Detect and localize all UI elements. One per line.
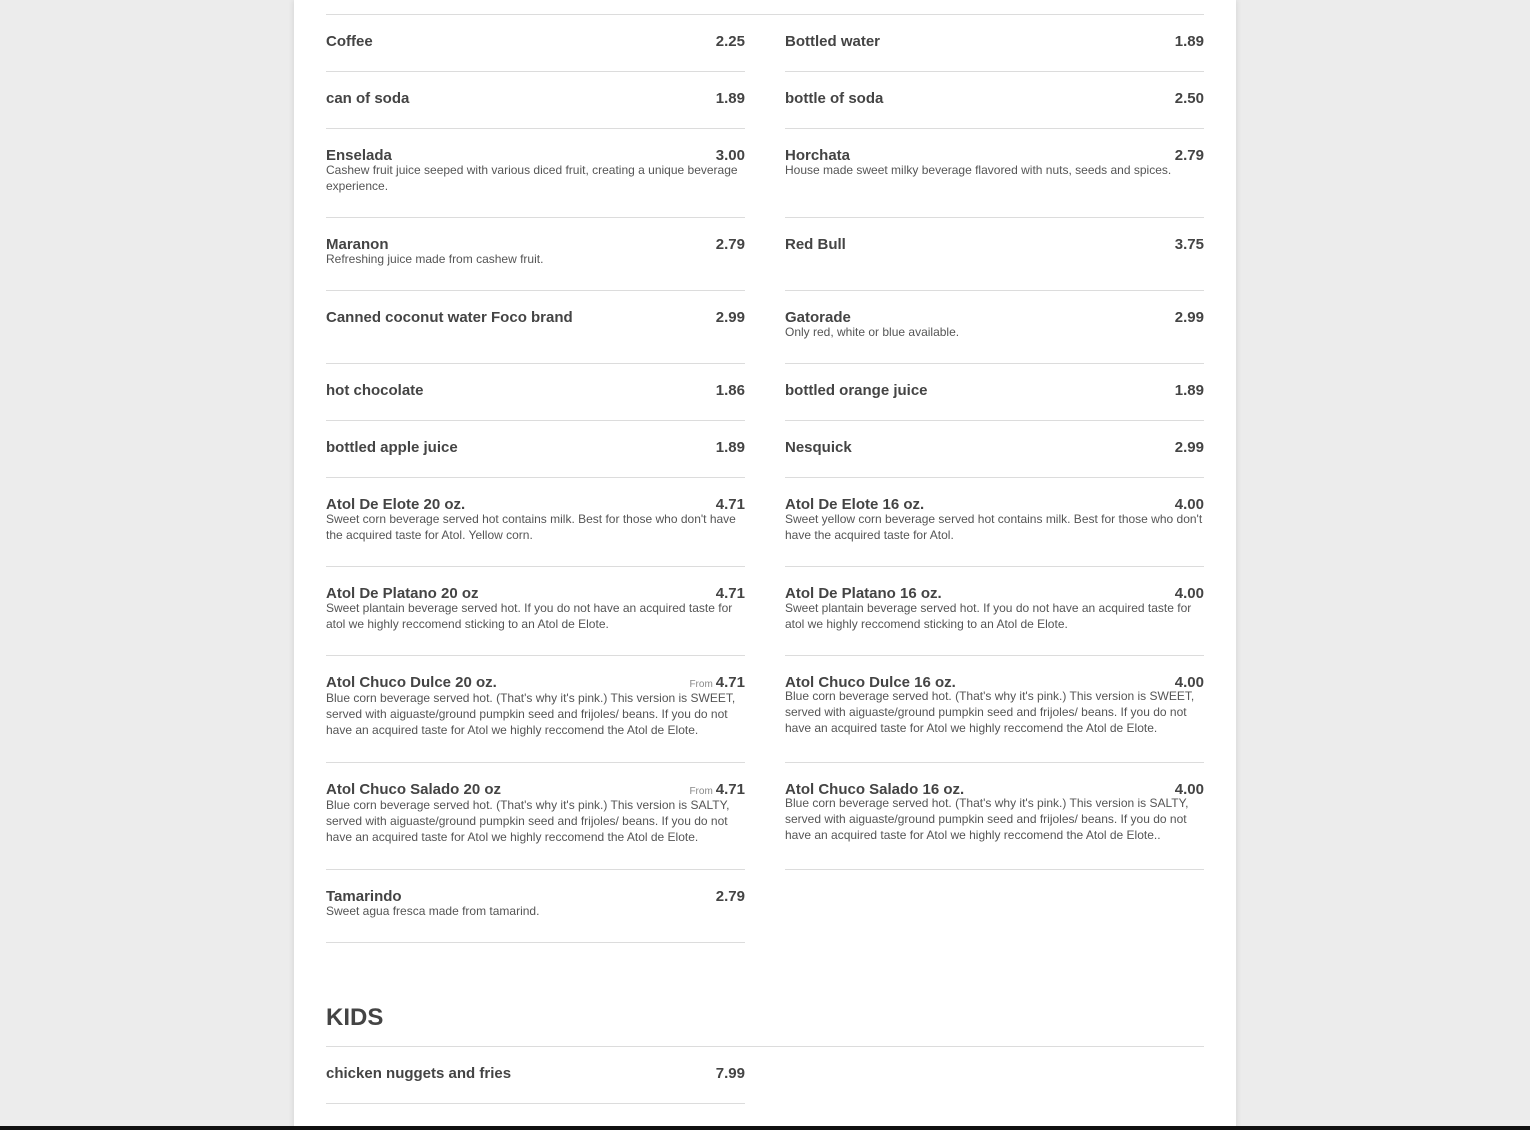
menu-item-description: Sweet agua fresca made from tamarind. <box>326 904 540 918</box>
menu-item[interactable] <box>326 567 745 656</box>
menu-item-description: Sweet corn beverage served hot contains milk. Best for those who don't have the acquired taste for Atol. Yellow corn. <box>326 512 736 542</box>
menu-item[interactable] <box>785 291 1204 364</box>
menu-item[interactable] <box>326 421 745 478</box>
bottom-bar <box>0 1126 1530 1130</box>
menu-item-price <box>716 90 745 108</box>
menu-item-description: Blue corn beverage served hot. (That's why it's pink.) This version is SALTY, served with aiguaste/ground pumpkin seed and frijoles/ beans. If you do not have an acquired taste for Atol we highly reccomend the Atol de Elote. <box>326 798 730 844</box>
menu-item-header <box>326 382 745 400</box>
menu-item-header <box>326 439 745 457</box>
price-value: 1.89 <box>1174 382 1204 399</box>
price-value: 1.86 <box>715 382 745 399</box>
menu-item-description: Blue corn beverage served hot. (That's why it's pink.) This version is SALTY, served with aiguaste/ground pumpkin seed and frijoles/ beans. If you do not have an acquired taste for Atol we highly reccomend the Atol de Elote.. <box>785 796 1189 842</box>
price-value: 3.00 <box>715 147 745 164</box>
menu-item-description: Refreshing juice made from cashew fruit. <box>326 252 544 266</box>
menu-item-description: Sweet yellow corn beverage served hot contains milk. Best for those who don't have the acquired taste for Atol. <box>785 512 1203 542</box>
menu-item-description: Blue corn beverage served hot. (That's why it's pink.) This version is SWEET, served with aiguaste/ground pumpkin seed and frijoles/ beans. If you do not have an acquired taste for Atol we highly reccomend the Atol de Elote. <box>326 691 736 737</box>
menu-item[interactable] <box>785 478 1204 567</box>
menu-item[interactable] <box>785 656 1204 763</box>
menu-item-name: Tamarindo <box>326 888 402 905</box>
price-from-label: From <box>689 786 713 797</box>
menu-item-price <box>1175 90 1204 108</box>
kids-column <box>326 1047 745 1104</box>
menu-item-name: Atol Chuco Salado 16 oz. <box>785 781 965 798</box>
menu-item-name: chicken nuggets and fries <box>326 1065 512 1082</box>
price-value: 2.99 <box>1174 309 1204 326</box>
menu-item-price <box>716 439 745 457</box>
menu-item-name: Bottled water <box>785 33 881 50</box>
menu-item-header <box>785 382 1204 400</box>
menu-item-name: bottled orange juice <box>785 382 928 399</box>
price-value: 4.71 <box>715 781 745 798</box>
menu-item-name: Maranon <box>326 236 389 253</box>
menu-item-name: Canned coconut water Foco brand <box>326 309 573 326</box>
price-value: 3.75 <box>1174 236 1204 253</box>
menu-item-name: Atol Chuco Salado 20 oz <box>326 781 502 798</box>
price-value: 1.89 <box>715 90 745 107</box>
menu-panel <box>294 0 1236 1130</box>
price-value: 1.89 <box>1174 33 1204 50</box>
menu-item-name: hot chocolate <box>326 382 424 399</box>
menu-item-name: Nesquick <box>785 439 852 456</box>
price-value: 4.00 <box>1174 674 1204 691</box>
menu-item-header <box>326 33 745 51</box>
menu-item-name: Atol De Elote 20 oz. <box>326 496 466 513</box>
section-title-kids: KIDS <box>326 1004 384 1031</box>
menu-item-name: Atol De Platano 20 oz <box>326 585 479 602</box>
price-value: 2.99 <box>715 309 745 326</box>
menu-item-header <box>785 236 1204 254</box>
menu-item[interactable] <box>326 870 745 943</box>
menu-item[interactable] <box>785 218 1204 291</box>
menu-item-description: Only red, white or blue available. <box>785 325 960 339</box>
menu-item-description: Sweet plantain beverage served hot. If you do not have an acquired taste for atol we highly reccomend sticking to an Atol de Elote. <box>326 601 733 631</box>
price-value: 7.99 <box>715 1065 745 1082</box>
price-value: 1.89 <box>715 439 745 456</box>
price-value: 4.71 <box>715 585 745 602</box>
price-value: 2.25 <box>715 33 745 50</box>
price-value: 2.79 <box>715 236 745 253</box>
menu-item[interactable] <box>326 218 745 291</box>
menu-item-name: Gatorade <box>785 309 851 326</box>
menu-item-name: Enselada <box>326 147 392 164</box>
menu-item[interactable] <box>326 763 745 870</box>
menu-item-price <box>1175 382 1204 400</box>
menu-item-description: House made sweet milky beverage flavored with nuts, seeds and spices. <box>785 163 1172 177</box>
menu-item-name: Atol Chuco Dulce 20 oz. <box>326 674 497 691</box>
menu-item-description: Cashew fruit juice seeped with various diced fruit, creating a unique beverage experience. <box>326 163 738 193</box>
menu-item[interactable] <box>326 1047 745 1104</box>
menu-item-description: Sweet plantain beverage served hot. If you do not have an acquired taste for atol we highly reccomend sticking to an Atol de Elote. <box>785 601 1192 631</box>
menu-item[interactable] <box>326 129 745 218</box>
menu-item-name: Atol Chuco Dulce 16 oz. <box>785 674 956 691</box>
price-value: 4.00 <box>1174 781 1204 798</box>
menu-item-price <box>716 1065 745 1083</box>
menu-item[interactable] <box>326 15 745 72</box>
menu-item-price <box>716 33 745 51</box>
menu-item-name: can of soda <box>326 90 410 107</box>
menu-item-header <box>326 1065 745 1083</box>
menu-item-header <box>326 309 745 327</box>
menu-item-header <box>785 90 1204 108</box>
price-value: 4.71 <box>715 674 745 691</box>
menu-item[interactable] <box>785 567 1204 656</box>
menu-item[interactable] <box>785 763 1204 870</box>
menu-item[interactable] <box>326 656 745 763</box>
menu-item[interactable] <box>785 72 1204 129</box>
menu-item-name: bottled apple juice <box>326 439 458 456</box>
menu-item[interactable] <box>326 478 745 567</box>
menu-item-header <box>785 33 1204 51</box>
drinks-column-right <box>785 15 1204 870</box>
price-value: 4.00 <box>1174 496 1204 513</box>
menu-item-price <box>1175 236 1204 254</box>
menu-item-price <box>1175 439 1204 457</box>
menu-item-name: Atol De Platano 16 oz. <box>785 585 942 602</box>
menu-item-name: Atol De Elote 16 oz. <box>785 496 925 513</box>
price-value: 2.50 <box>1174 90 1204 107</box>
price-value: 4.00 <box>1174 585 1204 602</box>
drinks-column-left <box>326 15 745 943</box>
menu-item-name: Coffee <box>326 33 373 50</box>
menu-item[interactable] <box>326 364 745 421</box>
menu-item-price <box>716 382 745 400</box>
menu-item[interactable] <box>785 15 1204 72</box>
price-value: 4.71 <box>715 496 745 513</box>
menu-item[interactable] <box>785 421 1204 478</box>
menu-item-header <box>326 90 745 108</box>
menu-item-name: Horchata <box>785 147 851 164</box>
menu-item[interactable] <box>326 291 745 364</box>
menu-item[interactable] <box>785 129 1204 218</box>
menu-item[interactable] <box>785 364 1204 421</box>
price-value: 2.99 <box>1174 439 1204 456</box>
menu-item[interactable] <box>326 72 745 129</box>
price-value: 2.79 <box>1174 147 1204 164</box>
menu-item-name: Red Bull <box>785 236 846 253</box>
price-value: 2.79 <box>715 888 745 905</box>
menu-item-price <box>1175 33 1204 51</box>
menu-item-header <box>785 439 1204 457</box>
menu-item-name: bottle of soda <box>785 90 884 107</box>
price-from-label: From <box>689 679 713 690</box>
menu-item-price <box>716 309 745 327</box>
menu-item-description: Blue corn beverage served hot. (That's why it's pink.) This version is SWEET, served with aiguaste/ground pumpkin seed and frijoles/ beans. If you do not have an acquired taste for Atol we highly reccomend the Atol de Elote. <box>785 689 1195 735</box>
